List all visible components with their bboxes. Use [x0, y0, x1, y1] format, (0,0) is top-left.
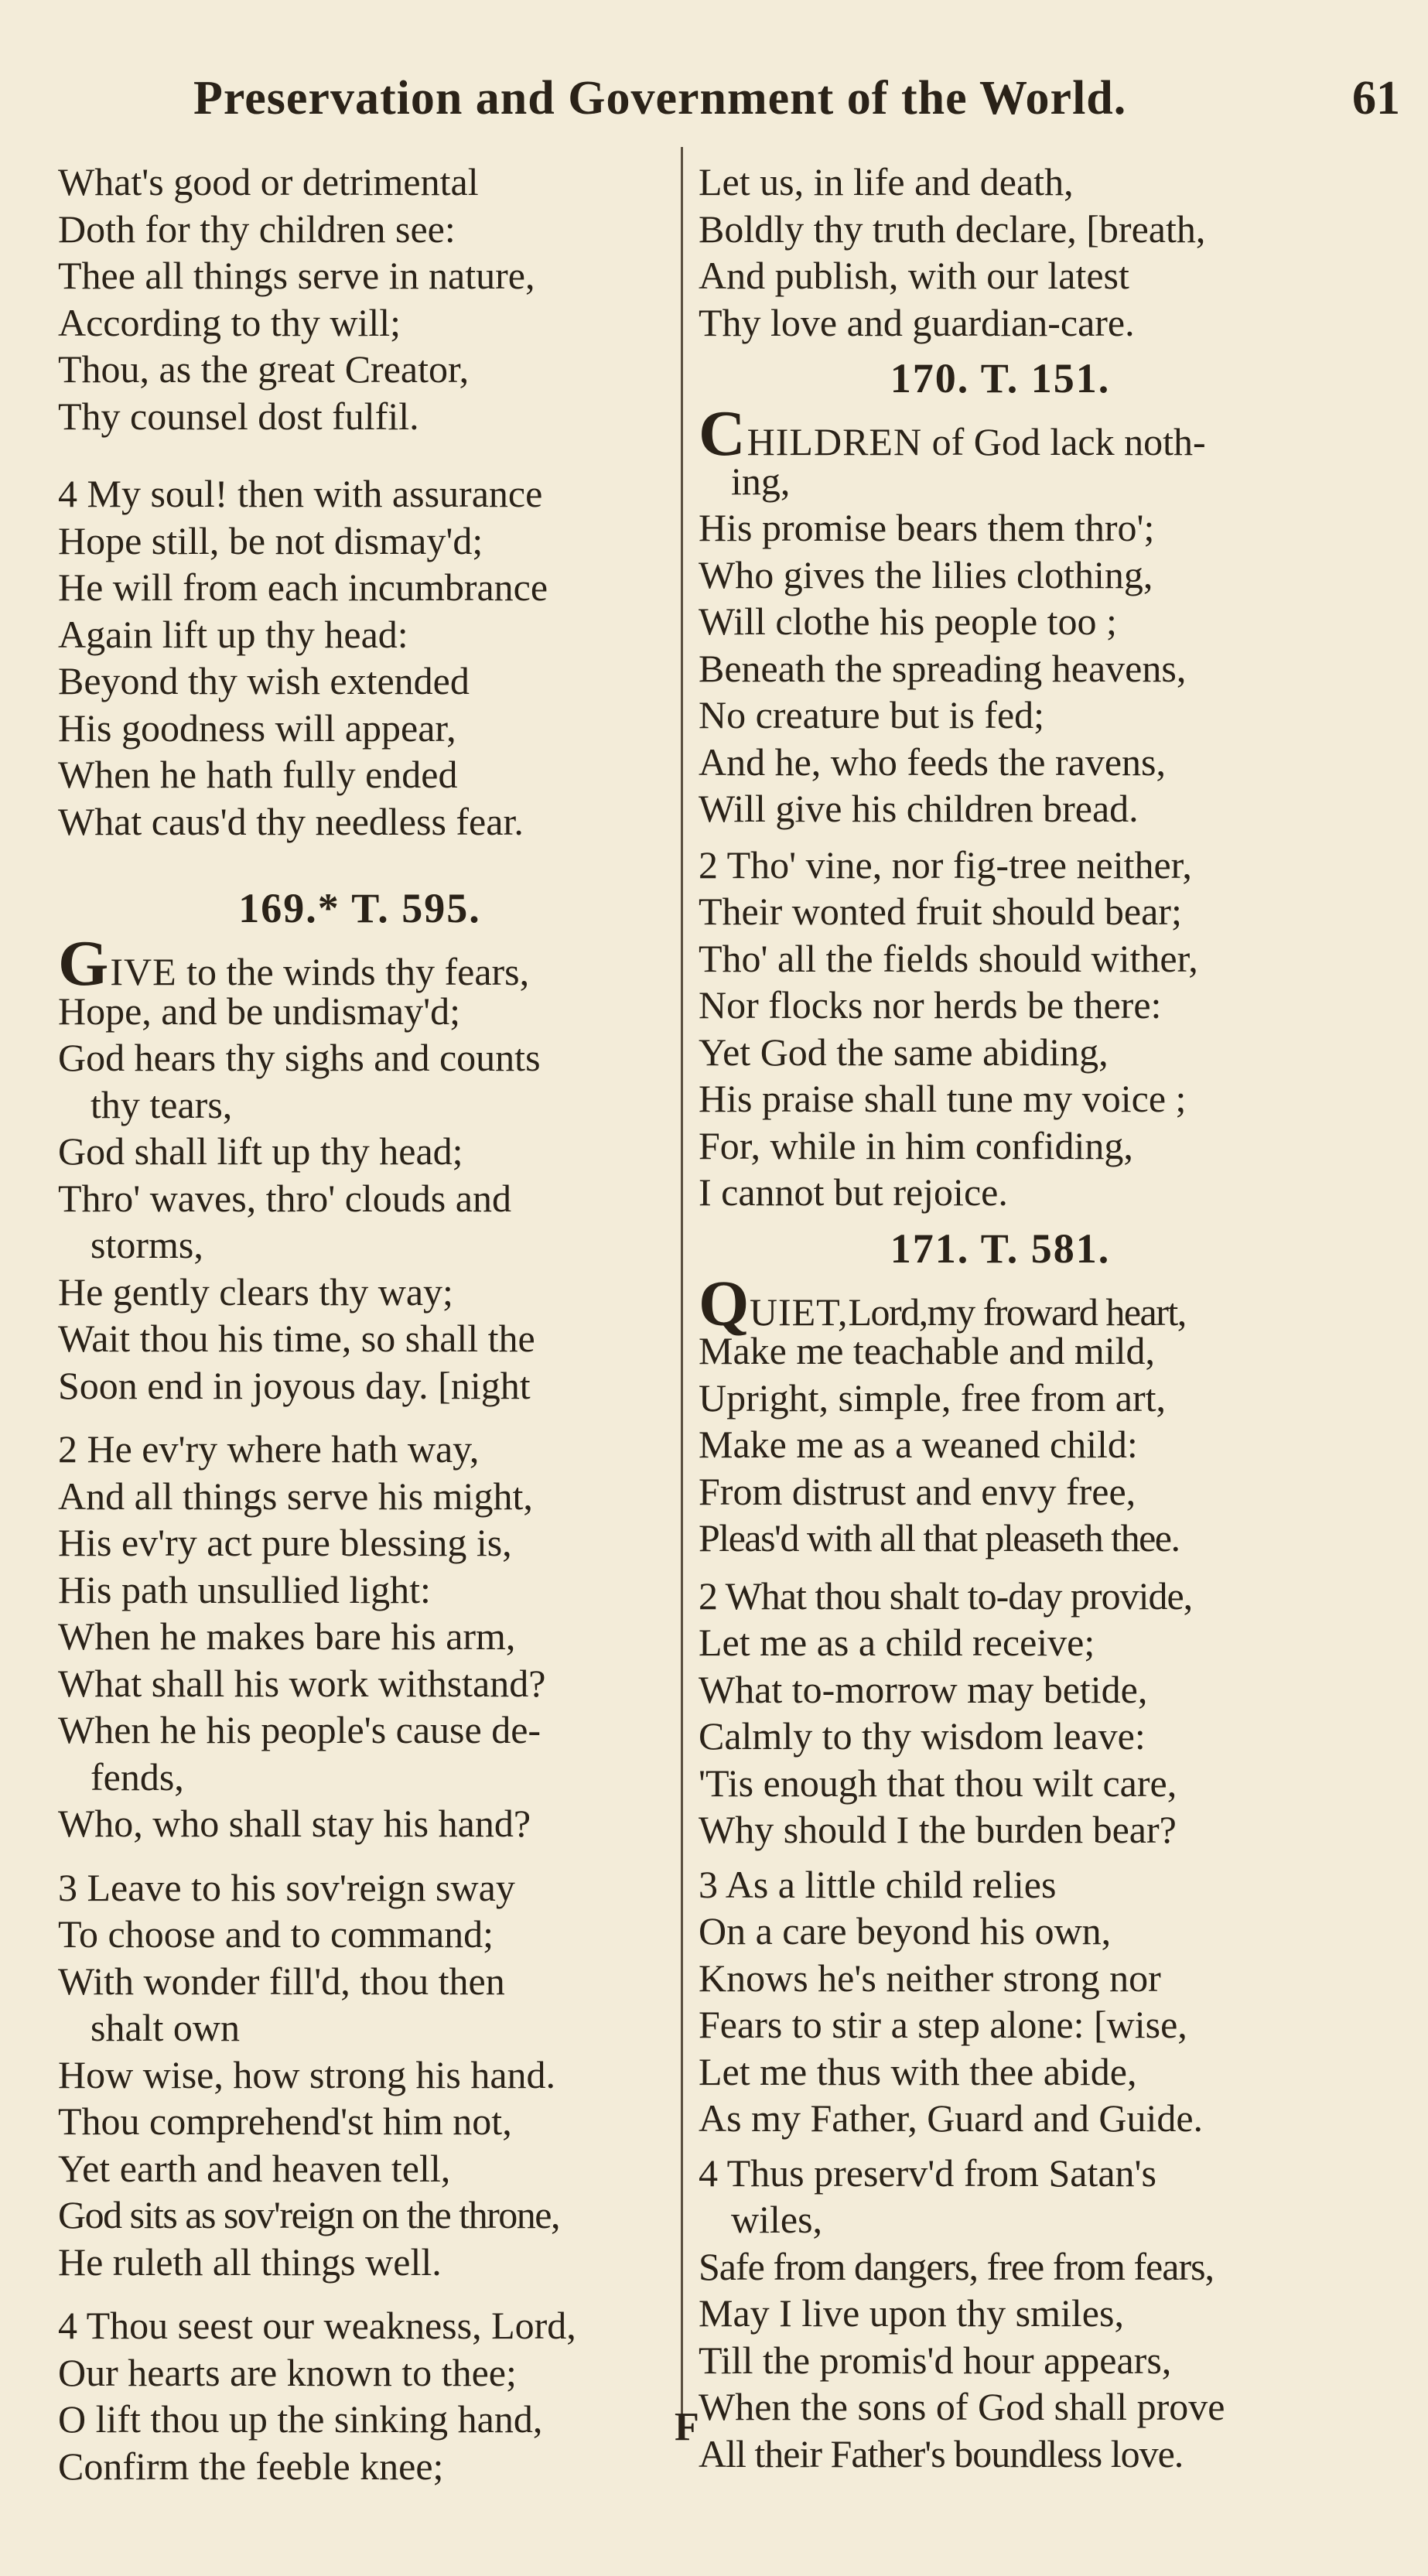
verse-line: Who gives the lilies clothing,	[699, 552, 1153, 596]
verse-line: Fears to stir a step alone: [wise,	[699, 2003, 1187, 2046]
drop-cap: Q	[699, 1267, 748, 1340]
verse-line: Their wonted fruit should bear;	[699, 890, 1182, 933]
verse-line: His path unsullied light:	[58, 1567, 431, 1611]
verse-line: fends,	[91, 1754, 184, 1799]
verse-line: When he makes bare his arm,	[58, 1614, 516, 1658]
verse-line: Thro' waves, thro' clouds and	[58, 1176, 511, 1220]
verse-line: Will clothe his people too ;	[699, 600, 1117, 643]
verse-line: 'Tis enough that thou wilt care,	[699, 1761, 1177, 1805]
verse-line: God shall lift up thy head;	[58, 1129, 463, 1173]
verse-line: Thy counsel dost fulfil.	[58, 394, 419, 438]
verse-line: Let us, in life and death,	[699, 160, 1074, 203]
verse-line: Beneath the spreading heavens,	[699, 646, 1187, 690]
verse-line: storms,	[91, 1223, 203, 1266]
verse-line: Doth for thy children see:	[58, 207, 456, 251]
verse-line: Boldly thy truth declare, [breath,	[699, 207, 1206, 251]
verse-line: What to-morrow may betide,	[699, 1667, 1148, 1711]
verse-line: When he his people's cause de-	[58, 1708, 541, 1751]
verse-line: How wise, how strong his hand.	[58, 2052, 556, 2096]
verse-line: His promise bears them thro';	[699, 506, 1155, 549]
verse-line: wiles,	[731, 2198, 823, 2241]
verse-line: For, while in him confiding,	[699, 1123, 1133, 1167]
verse-line: May I live upon thy smiles,	[699, 2291, 1124, 2335]
verse-line: Hope, and be undismay'd;	[58, 989, 461, 1033]
verse-line: 3 As a little child relies	[699, 1862, 1057, 1906]
verse-line: Again lift up thy head:	[58, 612, 408, 656]
verse-line: And he, who feeds the ravens,	[699, 740, 1166, 784]
right-column	[699, 159, 1302, 2477]
verse-line: God sits as sov'reign on the throne,	[58, 2193, 559, 2236]
verse-line: 4 Thus preserv'd from Satan's	[699, 2151, 1156, 2195]
verse-line: What shall his work withstand?	[58, 1661, 546, 1705]
page-number: 61	[1352, 72, 1400, 125]
verse-line: What's good or detrimental	[58, 160, 479, 203]
hymn-169-stanza-1	[58, 928, 661, 1409]
verse-line: Thy love and guardian-care.	[699, 300, 1135, 344]
first-word-rest: IVE	[110, 950, 177, 993]
verse-line: All their Father's boundless love.	[699, 2431, 1184, 2475]
verse-line: Nor flocks nor herds be there:	[699, 983, 1162, 1027]
left-intro-stanza	[58, 159, 661, 439]
verse-line: Upright, simple, free from art,	[699, 1375, 1166, 1420]
verse-line: 4 My soul! then with assurance	[58, 472, 543, 515]
hymn-171-stanza-1	[699, 1267, 1302, 1562]
verse-line: As my Father, Guard and Guide.	[699, 2096, 1204, 2140]
verse-line: On a care beyond his own,	[699, 1909, 1112, 1952]
verse-line: Our hearts are known to thee;	[58, 2350, 517, 2394]
first-line-rest: of God lack noth-	[922, 420, 1206, 463]
verse-line: With wonder fill'd, thou then	[58, 1959, 505, 2003]
verse-line: Confirm the feeble knee;	[58, 2444, 444, 2488]
right-intro-stanza	[699, 159, 1302, 346]
verse-line: Safe from dangers, free from fears,	[699, 2244, 1214, 2288]
verse-line: Soon end in joyous day. [night	[58, 1363, 531, 1407]
hymn-171-stanza-3	[699, 1861, 1302, 2142]
verse-line	[699, 1267, 1302, 1340]
verse-line: And publish, with our latest	[699, 254, 1129, 297]
hymn-170-stanza-2	[699, 842, 1302, 1216]
verse-line: Pleas'd with all that pleaseth thee.	[699, 1516, 1180, 1560]
drop-cap: G	[58, 928, 109, 999]
verse-line	[699, 398, 1302, 470]
verse-line: When he hath fully ended	[58, 753, 458, 796]
running-title: Preservation and Government of the World.	[193, 72, 1127, 125]
verse-line: Knows he's neither strong nor	[699, 1956, 1161, 2000]
verse-line: shalt own	[91, 2006, 241, 2049]
verse-line: From distrust and envy free,	[699, 1469, 1136, 1513]
column-divider	[681, 147, 683, 2433]
verse-line: Let me thus with thee abide,	[699, 2049, 1137, 2093]
verse-line: No creature but is fed;	[699, 693, 1045, 736]
verse-line: Why should I the burden bear?	[699, 1808, 1177, 1851]
verse-line: Hope still, be not dismay'd;	[58, 518, 483, 562]
verse-line: God hears thy sighs and counts	[58, 1036, 541, 1079]
first-line-rest: to the winds thy fears,	[176, 950, 530, 993]
hymn-170-heading: 170. T. 151.	[890, 355, 1111, 401]
verse-line: He ruleth all things well.	[58, 2239, 442, 2284]
verse-line: To choose and to command;	[58, 1912, 494, 1956]
verse-line: He will from each incumbrance	[58, 565, 548, 609]
verse-line: Yet God the same abiding,	[699, 1030, 1109, 1074]
verse-line: Thou, as the great Creator,	[58, 347, 470, 391]
verse-line: His praise shall tune my voice ;	[699, 1077, 1187, 1120]
verse-line: Thou comprehend'st him not,	[58, 2099, 512, 2143]
verse-line: thy tears,	[91, 1082, 233, 1126]
verse-line: Wait thou his time, so shall the	[58, 1317, 535, 1360]
verse-line: 2 He ev'ry where hath way,	[58, 1427, 480, 1471]
hymn-171-stanza-2	[699, 1573, 1302, 1853]
verse-line: Make me as a weaned child:	[699, 1423, 1138, 1466]
verse-line: His ev'ry act pure blessing is,	[58, 1521, 512, 1564]
verse-line: Beyond thy wish extended	[58, 659, 470, 702]
verse-line: 4 Thou seest our weakness, Lord,	[58, 2304, 576, 2347]
verse-line: Let me as a child receive;	[699, 1621, 1095, 1664]
hymn-170-stanza-1	[699, 398, 1302, 832]
verse-line: 2 Tho' vine, nor fig-tree neither,	[699, 842, 1192, 887]
verse-line: Yet earth and heaven tell,	[58, 2146, 451, 2190]
verse-line: When the sons of God shall prove	[699, 2385, 1225, 2428]
verse-line: Calmly to thy wisdom leave:	[699, 1714, 1146, 1758]
verse-line: Make me teachable and mild,	[699, 1329, 1156, 1372]
verse-line: ing,	[731, 459, 791, 503]
first-word-rest: UIET,	[749, 1290, 849, 1334]
hymn-169-stanza-2	[58, 1426, 661, 1847]
verse-line: According to thy will;	[58, 300, 401, 344]
hymn-171-heading: 171. T. 581.	[890, 1225, 1111, 1272]
signature-mark: F	[675, 2405, 699, 2449]
verse-line: O lift thou up the sinking hand,	[58, 2397, 543, 2441]
verse-line: 2 What thou shalt to-day provide,	[699, 1573, 1193, 1618]
verse-line: Will give his children bread.	[699, 787, 1139, 830]
verse-line: Thee all things serve in nature,	[58, 254, 535, 297]
left-column	[58, 159, 661, 2489]
verse-line: What caus'd thy needless fear.	[58, 799, 524, 843]
hymn-171-stanza-4	[699, 2150, 1302, 2478]
verse-line: 3 Leave to his sov'reign sway	[58, 1865, 515, 1909]
verse-line: I cannot but rejoice.	[699, 1170, 1008, 1214]
verse-line: And all things serve his might,	[58, 1474, 533, 1518]
first-word-rest: HILDREN	[746, 420, 923, 463]
verse-line: His goodness will appear,	[58, 705, 456, 750]
verse-line: He gently clears thy way;	[58, 1269, 453, 1314]
verse-line: Till the promis'd hour appears,	[699, 2338, 1172, 2382]
drop-cap: C	[699, 398, 746, 470]
hymn-169-stanza-4	[58, 2302, 661, 2489]
first-line-rest: Lord,my froward heart,	[848, 1290, 1186, 1334]
verse-line: Tho' all the fields should wither,	[699, 936, 1198, 980]
verse-line: Who, who shall stay his hand?	[58, 1802, 531, 1845]
page-header	[193, 71, 1400, 141]
left-stanza-4	[58, 470, 661, 845]
hymn-169-stanza-3	[58, 1864, 661, 2286]
verse-line	[58, 928, 661, 999]
hymn-169-heading: 169.* T. 595.	[238, 885, 481, 931]
